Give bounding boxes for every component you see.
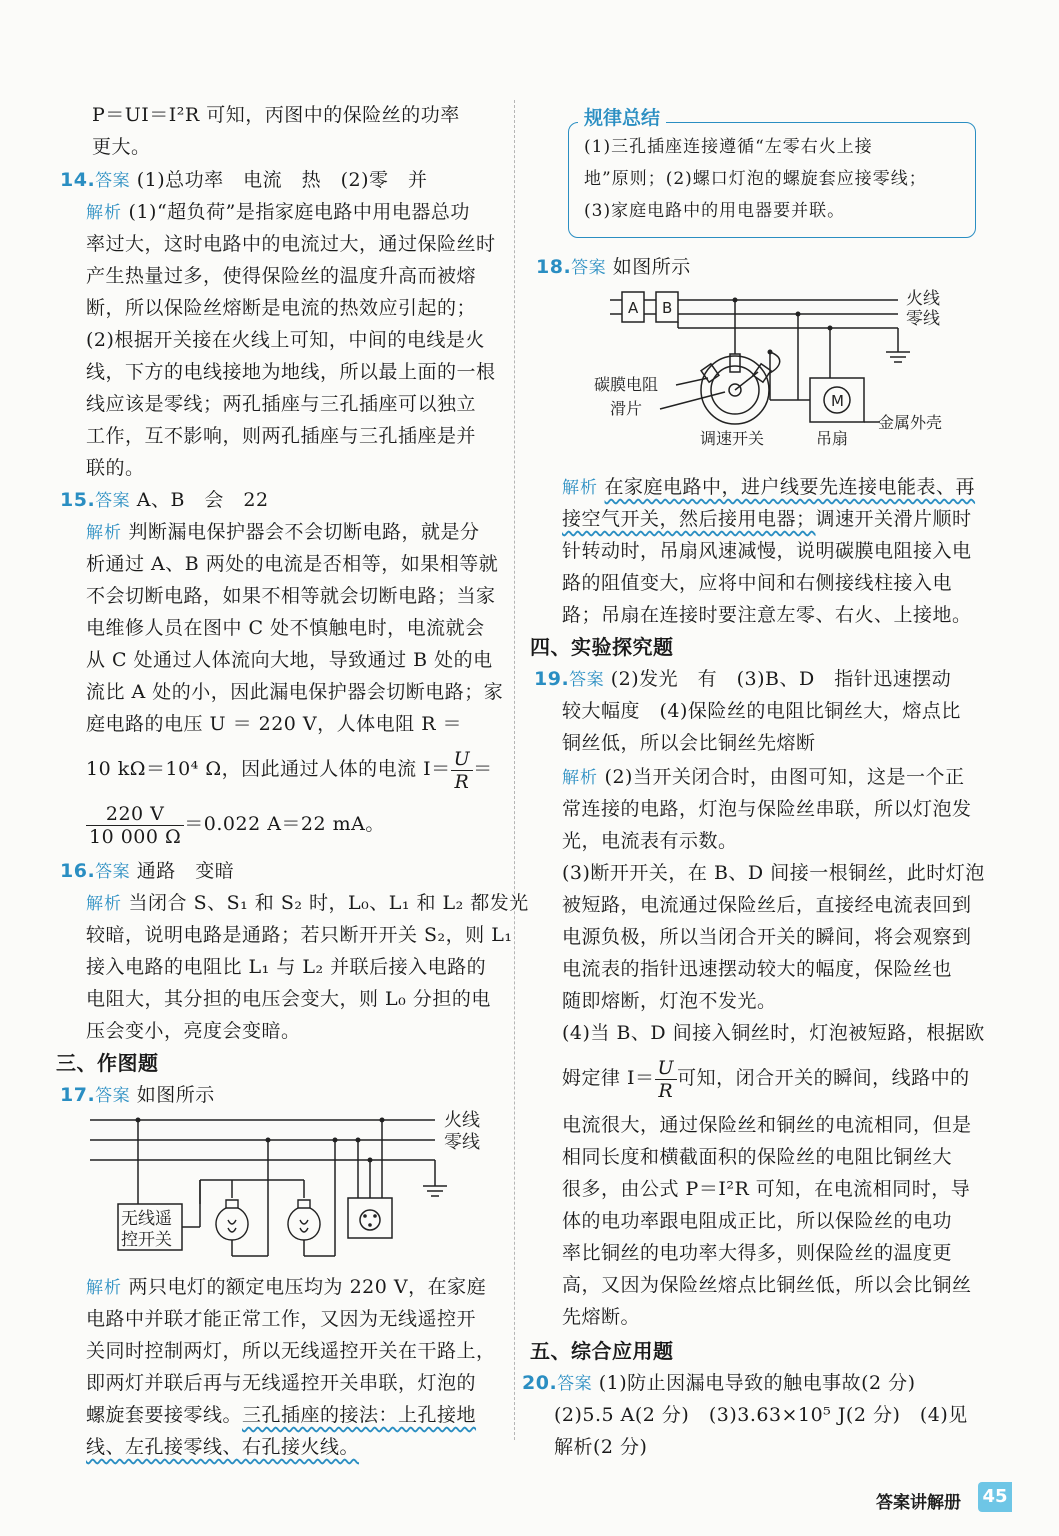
q17-analysis-line bbox=[86, 1274, 486, 1301]
summary-line: (3)家庭电路中的用电器要并联。 bbox=[584, 201, 846, 221]
q19-number: 19. bbox=[534, 668, 570, 690]
numerator: U bbox=[451, 748, 474, 771]
q15-number: 15. bbox=[60, 489, 96, 511]
text-line: 两只电灯的额定电压均为 220 V，在家庭 bbox=[128, 1276, 487, 1298]
zero-wire-label: 零线 bbox=[444, 1132, 480, 1153]
text-line: (2)5.5 A(2 分) (3)3.63×10⁵ J(2 分) (4)见 bbox=[554, 1404, 968, 1426]
analysis-tag: 解析 bbox=[86, 894, 122, 914]
analysis-tag: 解析 bbox=[86, 1278, 122, 1298]
section-heading: 三、作图题 bbox=[56, 1051, 159, 1075]
text-line: P＝UI＝I²R 可知，丙图中的保险丝的功率 bbox=[92, 104, 460, 126]
three-hole-socket bbox=[348, 1198, 392, 1238]
switch-label: 无线遥 bbox=[121, 1209, 172, 1229]
answer-tag: 答案 bbox=[569, 670, 605, 690]
q18-circuit-diagram bbox=[580, 282, 980, 452]
analysis-tag: 解析 bbox=[562, 478, 598, 498]
q17-answer: 如图所示 bbox=[136, 1084, 215, 1106]
footer-label: 答案讲解册 bbox=[876, 1493, 961, 1513]
q16-answer-line bbox=[60, 858, 234, 885]
text-line: 先熔断。 bbox=[562, 1306, 641, 1328]
answer-tag: 答案 bbox=[557, 1374, 593, 1394]
text-line: 很多，由公式 P＝I²R 可知，在电流相同时，导 bbox=[562, 1178, 971, 1200]
q18-answer: 如图所示 bbox=[612, 256, 691, 278]
q16-number: 16. bbox=[60, 860, 96, 882]
fraction bbox=[655, 1057, 678, 1102]
bulb-icon bbox=[288, 1200, 320, 1240]
motor-label: M bbox=[831, 392, 844, 410]
text-line: 不会切断电路，如果不相等就会切断电路；当家 bbox=[86, 585, 496, 607]
text-line bbox=[562, 506, 972, 532]
fraction bbox=[86, 803, 184, 848]
switch-b-label: B bbox=[662, 299, 673, 317]
text-segment: 可知，闭合开关的瞬间，线路中的 bbox=[677, 1067, 970, 1089]
text-line: 铜丝低，所以会比铜丝先熔断 bbox=[562, 732, 816, 754]
highlighted-text: 三孔插座的接法：上孔接地 bbox=[242, 1404, 477, 1426]
text-segment: 姆定律 I＝ bbox=[562, 1067, 655, 1089]
q14-answer-line bbox=[60, 167, 428, 194]
text-line: 压会变小，亮度会变暗。 bbox=[86, 1020, 301, 1042]
formula-line bbox=[86, 745, 493, 793]
text-line: 当闭合 S、S₁ 和 S₂ 时，L₀、L₁ 和 L₂ 都发光 bbox=[128, 892, 529, 914]
text-line: 光，电流表有示数。 bbox=[562, 830, 738, 852]
bulb-icon bbox=[216, 1200, 248, 1240]
text-line: 断，所以保险丝熔断是电流的热效应引起的； bbox=[86, 297, 477, 319]
formula-line bbox=[562, 1054, 970, 1102]
text-line: (4)当 B、D 间接入铜丝时，灯泡被短路，根据欧 bbox=[562, 1022, 985, 1044]
q18-analysis-line bbox=[562, 474, 975, 501]
answer-tag: 答案 bbox=[95, 1086, 131, 1106]
rule-summary-title: 规律总结 bbox=[578, 103, 666, 130]
denominator: R bbox=[658, 1079, 674, 1102]
text-line: (2)当开关闭合时，由图可知，这是一个正 bbox=[604, 766, 965, 788]
fire-wire-label: 火线 bbox=[444, 1110, 480, 1131]
fraction bbox=[451, 748, 474, 793]
text-line: 线应该是零线；两孔插座与三孔插座可以独立 bbox=[86, 393, 477, 415]
summary-line: 地”原则；(2)螺口灯泡的螺旋套应接零线； bbox=[584, 169, 927, 189]
text-line: ＝0.022 A＝22 mA。 bbox=[184, 813, 385, 835]
text-line: 从 C 处通过人体流向大地，导致通过 B 处的电 bbox=[86, 649, 493, 671]
text-line: 率过大，这时电路中的电流过大，通过保险丝时 bbox=[86, 233, 496, 255]
answer-tag: 答案 bbox=[571, 258, 607, 278]
meter-a-label: A bbox=[628, 299, 639, 317]
text-line: 更大。 bbox=[92, 136, 151, 158]
carbon-resistor-label: 碳膜电阻 bbox=[594, 375, 659, 394]
q15-analysis-line bbox=[86, 519, 480, 546]
text-line: (3)断开开关，在 B、D 间接一根铜丝，此时灯泡 bbox=[562, 862, 985, 884]
text-line: 工作，互不影响，则两孔插座与三孔插座是并 bbox=[86, 425, 477, 447]
column-divider bbox=[514, 100, 515, 1440]
slider-label: 滑片 bbox=[610, 399, 643, 418]
q20-number: 20. bbox=[522, 1372, 558, 1394]
text-line: 庭电路的电压 U ＝ 220 V，人体电阻 R ＝ bbox=[86, 713, 463, 735]
switch-label: 控开关 bbox=[121, 1230, 172, 1250]
q18-number: 18. bbox=[536, 256, 572, 278]
analysis-tag: 解析 bbox=[86, 523, 122, 543]
text-line: 产生热量过多，使得保险丝的温度升高而被熔 bbox=[86, 265, 477, 287]
q14-answer: (1)总功率 电流 热 (2)零 并 bbox=[136, 169, 428, 191]
formula-line bbox=[86, 800, 385, 848]
fire-wire-label: 火线 bbox=[906, 289, 940, 309]
numerator: U bbox=[655, 1057, 678, 1080]
section-heading: 五、综合应用题 bbox=[530, 1339, 674, 1363]
text-line: 电流很大，通过保险丝和铜丝的电流相同，但是 bbox=[562, 1114, 972, 1136]
text-line: 相同长度和横截面积的保险丝的电阻比铜丝大 bbox=[562, 1146, 953, 1168]
text-line: 电源负极，所以当闭合开关的瞬间，将会观察到 bbox=[562, 926, 972, 948]
answer-tag: 答案 bbox=[95, 171, 131, 191]
text-line bbox=[86, 1402, 476, 1428]
text-line: 率比铜丝的电功率大得多，则保险丝的温度更 bbox=[562, 1242, 953, 1264]
zero-wire-label: 零线 bbox=[906, 309, 940, 329]
text-line: 10 kΩ＝10⁴ Ω，因此通过人体的电流 I＝ bbox=[86, 758, 451, 780]
q16-analysis-line bbox=[86, 890, 529, 917]
speed-switch-label: 调速开关 bbox=[700, 429, 765, 448]
text-line: 解析(2 分) bbox=[554, 1436, 648, 1458]
text-line: (2)根据开关接在火线上可知，中间的电线是火 bbox=[86, 329, 485, 351]
q15-answer-line bbox=[60, 487, 269, 514]
q15-answer: A、B 会 22 bbox=[136, 489, 269, 511]
q19-answer: (2)发光 有 (3)B、D 指针迅速摆动 bbox=[610, 668, 952, 690]
text-line: 电维修人员在图中 C 处不慎触电时，电流就会 bbox=[86, 617, 485, 639]
q17-number: 17. bbox=[60, 1084, 96, 1106]
q20-answer: (1)防止因漏电导致的触电事故(2 分) bbox=[598, 1372, 916, 1394]
text-line: 电流表的指针迅速摆动较大的幅度，保险丝也 bbox=[562, 958, 953, 980]
fan-label: 吊扇 bbox=[816, 429, 849, 448]
q19-analysis-line bbox=[562, 764, 964, 791]
text-line: 关同时控制两灯，所以无线遥控开关在干路上， bbox=[86, 1340, 496, 1362]
q14-number: 14. bbox=[60, 169, 96, 191]
highlighted-text: 在家庭电路中，进户线要先连接电能表、再 bbox=[604, 476, 976, 498]
text-line: 针转动时，吊扇风速减慢，说明碳膜电阻接入电 bbox=[562, 540, 972, 562]
highlighted-text: 线、左孔接零线、右孔接火线。 bbox=[86, 1436, 360, 1458]
text-line: 联的。 bbox=[86, 457, 145, 479]
q17-circuit-diagram bbox=[90, 1108, 510, 1268]
text-line: 体的电功率跟电阻成正比，所以保险丝的电功 bbox=[562, 1210, 953, 1232]
denominator: 10 000 Ω bbox=[89, 825, 182, 848]
answer-tag: 答案 bbox=[95, 862, 131, 882]
text-line: 较大幅度 (4)保险丝的电阻比铜丝大，熔点比 bbox=[562, 700, 961, 722]
q17-answer-line bbox=[60, 1082, 215, 1109]
text-line: 即两灯并联后再与无线遥控开关串联，灯泡的 bbox=[86, 1372, 477, 1394]
metal-shell-label: 金属外壳 bbox=[878, 413, 943, 432]
text-line: 流比 A 处的小，因此漏电保护器会切断电路；家 bbox=[86, 681, 504, 703]
text-line: 析通过 A、B 两处的电流是否相等，如果相等就 bbox=[86, 553, 499, 575]
text-line: 路的阻值变大，应将中间和右侧接线柱接入电 bbox=[562, 572, 953, 594]
text-segment: 螺旋套要接零线。 bbox=[86, 1404, 243, 1426]
q14-analysis-line bbox=[86, 199, 470, 226]
q18-answer-line bbox=[536, 254, 691, 281]
q20-answer-line bbox=[522, 1370, 916, 1397]
text-line: 常连接的电路，灯泡与保险丝串联，所以灯泡发 bbox=[562, 798, 972, 820]
q16-answer: 通路 变暗 bbox=[136, 860, 235, 882]
text-line: 接入电路的电阻比 L₁ 与 L₂ 并联后接入电路的 bbox=[86, 956, 487, 978]
text-line: 随即熔断，灯泡不发光。 bbox=[562, 990, 777, 1012]
denominator: R bbox=[454, 770, 470, 793]
answer-tag: 答案 bbox=[95, 491, 131, 511]
text-line: 路；吊扇在连接时要注意左零、右火、上接地。 bbox=[562, 604, 972, 626]
analysis-tag: 解析 bbox=[562, 768, 598, 788]
text-line: 电阻大，其分担的电压会变大，则 L₀ 分担的电 bbox=[86, 988, 491, 1010]
text-line: 高，又因为保险丝熔点比铜丝低，所以会比铜丝 bbox=[562, 1274, 972, 1296]
text-line: 电路中并联才能正常工作，又因为无线遥控开 bbox=[86, 1308, 477, 1330]
highlighted-text: 接空气开关，然后接用电器； bbox=[562, 508, 816, 530]
section-heading: 四、实验探究题 bbox=[530, 635, 674, 659]
equals: ＝ bbox=[473, 758, 493, 780]
q19-answer-line bbox=[534, 666, 951, 693]
numerator: 220 V bbox=[86, 803, 184, 826]
text-segment: 调速开关滑片顺时 bbox=[815, 508, 972, 530]
text-line: 较暗，说明电路是通路；若只断开开关 S₂，则 L₁ bbox=[86, 924, 513, 946]
text-line: 线，下方的电线接地为地线，所以最上面的一根 bbox=[86, 361, 496, 383]
text-line: (1)“超负荷”是指家庭电路中用电器总功 bbox=[128, 201, 470, 223]
analysis-tag: 解析 bbox=[86, 203, 122, 223]
page-number: 45 bbox=[978, 1482, 1012, 1512]
summary-line: (1)三孔插座连接遵循“左零右火上接 bbox=[584, 137, 873, 157]
text-line: 判断漏电保护器会不会切断电路，就是分 bbox=[128, 521, 480, 543]
text-line: 被短路，电流通过保险丝后，直接经电流表回到 bbox=[562, 894, 972, 916]
